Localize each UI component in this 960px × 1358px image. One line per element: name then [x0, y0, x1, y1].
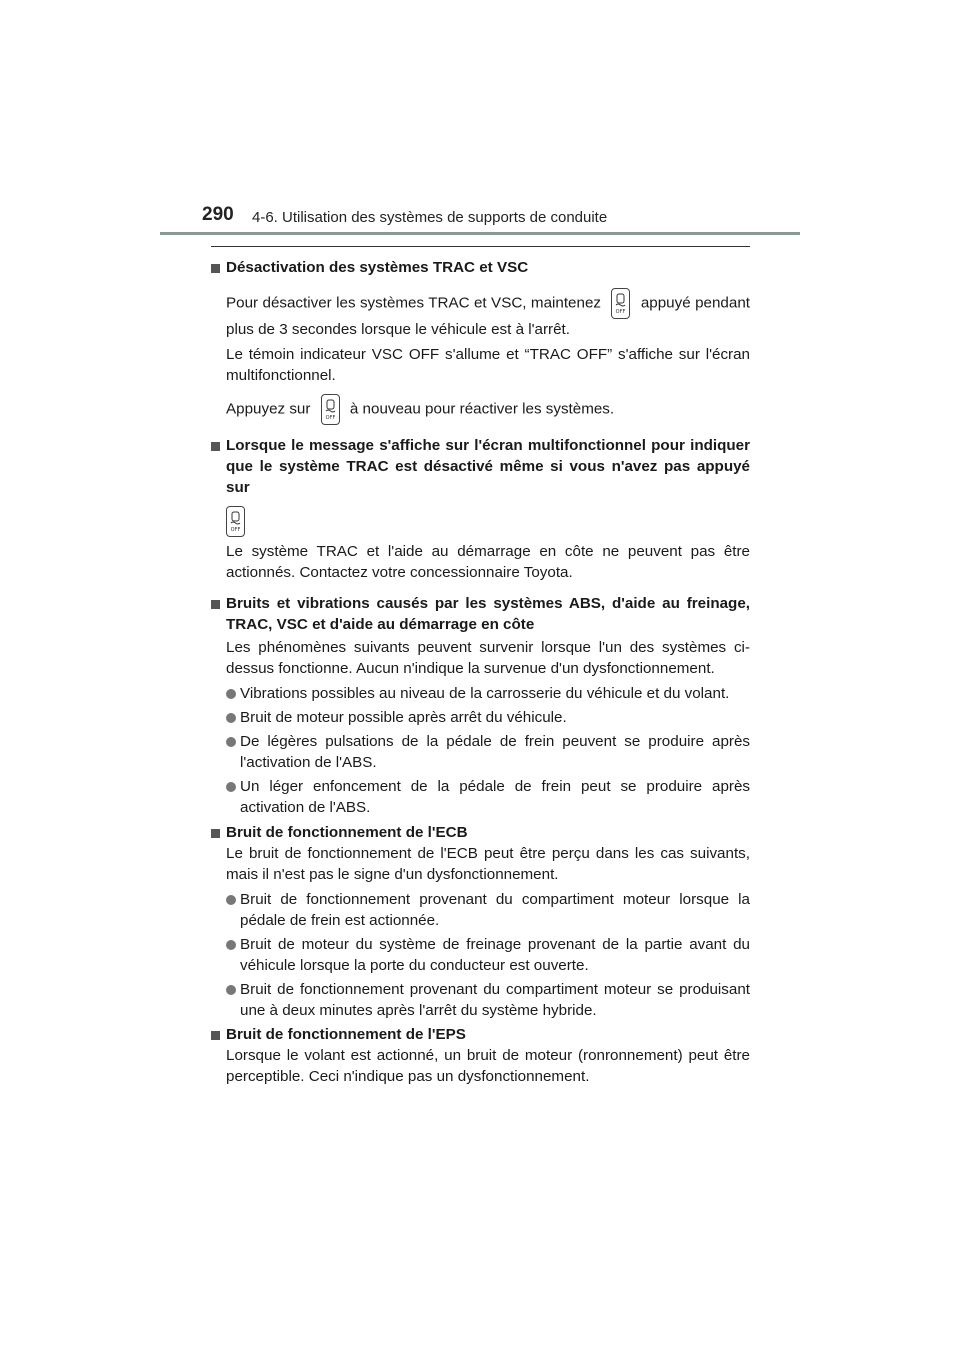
square-bullet-icon	[211, 600, 220, 609]
page-content	[211, 257, 750, 1087]
paragraph: Le bruit de fonctionnement de l'ECB peut être perçu dans les cas suivants, mais il n'est pas le signe d'un dysfonctionnement.	[226, 845, 750, 883]
paragraph: Appuyez sur OFF à nouveau pour réactiver les systèmes.	[211, 394, 750, 425]
list-item: Bruit de fonctionnement provenant du compartiment moteur lorsque la pédale de frein est actionnée.	[211, 889, 750, 931]
section-title-noise-vibration: Bruits et vibrations causés par les systèmes ABS, d'aide au freinage, TRAC, VSC et d'aide au démarrage en côte	[211, 593, 750, 635]
paragraph: Les phénomènes suivants peuvent survenir lorsque l'un des systèmes ci-dessus fonctionne. Aucun n'indique la survenue d'un dysfonctionnement.	[226, 639, 750, 677]
svg-text:OFF: OFF	[230, 527, 241, 533]
page-number: 290	[202, 204, 234, 225]
list-item: Bruit de fonctionnement provenant du compartiment moteur se produisant une à deux minutes après l'arrêt du système hybride.	[211, 979, 750, 1021]
header-rule	[160, 232, 800, 235]
paragraph: Le témoin indicateur VSC OFF s'allume et “TRAC OFF” s'affiche sur l'écran multifonctionnel.	[226, 346, 750, 384]
chapter-title: 4-6. Utilisation des systèmes de supports de conduite	[252, 209, 608, 226]
vsc-off-switch-icon	[226, 506, 245, 537]
bullet-dot-icon	[226, 895, 236, 905]
paragraph: Lorsque le volant est actionné, un bruit de moteur (ronronnement) peut être perceptible. Ceci n'indique pas un dysfonctionnement.	[226, 1047, 750, 1085]
paragraph: Le système TRAC et l'aide au démarrage en côte ne peuvent pas être actionnés. Contactez votre concessionnaire Toyota.	[226, 543, 750, 581]
bullet-dot-icon	[226, 940, 236, 950]
list-item: Bruit de moteur possible après arrêt du véhicule.	[211, 707, 750, 728]
list-item: Bruit de moteur du système de freinage provenant de la partie avant du véhicule lorsque la porte du conducteur est ouverte.	[211, 934, 750, 976]
bullet-dot-icon	[226, 782, 236, 792]
bullet-dot-icon	[226, 689, 236, 699]
section-title-eps-noise: Bruit de fonctionnement de l'EPS	[211, 1024, 750, 1045]
section-title-trac-vsc-off: Désactivation des systèmes TRAC et VSC	[211, 257, 750, 278]
svg-text:OFF: OFF	[616, 309, 626, 315]
bullet-dot-icon	[226, 985, 236, 995]
square-bullet-icon	[211, 829, 220, 838]
list-item: Vibrations possibles au niveau de la carrosserie du véhicule et du volant.	[211, 683, 750, 704]
square-bullet-icon	[211, 264, 220, 273]
bullet-dot-icon	[226, 737, 236, 747]
square-bullet-icon	[211, 442, 220, 451]
section-title-ecb-noise: Bruit de fonctionnement de l'ECB	[211, 822, 750, 843]
bullet-dot-icon	[226, 713, 236, 723]
list-item: Un léger enfoncement de la pédale de frein peut se produire après activation de l'ABS.	[211, 776, 750, 818]
paragraph: Pour désactiver les systèmes TRAC et VSC, maintenez OFF appuyé pendant plus de 3 secondes lorsque le véhicule est à l'arrêt.	[211, 288, 750, 340]
paragraph	[211, 506, 750, 537]
list-item: De légères pulsations de la pédale de frein peuvent se produire après l'activation de l'ABS.	[211, 731, 750, 773]
section-rule	[211, 246, 750, 247]
svg-text:OFF: OFF	[325, 415, 335, 421]
section-title-trac-message: Lorsque le message s'affiche sur l'écran multifonctionnel pour indiquer que le système TRAC est désactivé même si vous n'avez pas appuyé sur	[211, 435, 750, 498]
vsc-off-switch-icon	[611, 288, 630, 319]
vsc-off-switch-icon	[321, 394, 340, 425]
square-bullet-icon	[211, 1031, 220, 1040]
